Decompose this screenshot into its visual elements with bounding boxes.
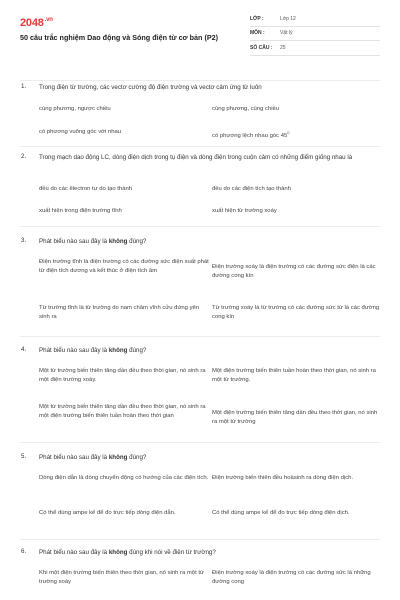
question-text-emphasis: không	[108, 549, 128, 556]
question-text-part: Phát biểu nào sau đây là	[39, 454, 109, 461]
answer-option[interactable]: Có thể dùng ampe kế để đo trực tiếp dòng điện dẫn.	[39, 510, 176, 516]
meta-subject-row	[250, 27, 380, 42]
question-text	[39, 548, 374, 557]
header-divider	[20, 80, 380, 81]
meta-key: SỐ CÂU :	[250, 44, 273, 51]
answer-option[interactable]: Dòng điện dẫn là dòng chuyển động có hướng của các điện tích.	[39, 475, 209, 481]
question-text-part: đúng?	[127, 347, 147, 354]
logo-text: 2048	[20, 17, 44, 29]
answer-option[interactable]: Điện trường biến thiên đều hoàsinh ra dòng điện dịch.	[212, 475, 354, 481]
question-text-emphasis: không	[108, 347, 128, 354]
answer-option[interactable]: Từ trường xoáy là từ trường có các đường sức từ là các đường cong kín	[212, 305, 380, 321]
question-divider	[20, 146, 380, 147]
question-text-emphasis: không	[108, 454, 128, 461]
document-meta	[250, 12, 380, 56]
question-text-emphasis: không	[108, 238, 128, 245]
meta-count-row	[250, 41, 380, 56]
meta-key: MÔN :	[250, 30, 265, 37]
document-header	[0, 0, 400, 78]
question-divider	[20, 336, 380, 337]
meta-key: LỚP :	[250, 15, 264, 22]
answer-text: có phương lệch nhau góc 45	[212, 132, 288, 139]
question-number: 1.	[21, 83, 27, 90]
document-title: 50 câu trắc nghiệm Dao động và Sóng điện từ cơ bản (P2)	[20, 33, 219, 42]
site-logo[interactable]	[20, 17, 53, 29]
answer-option[interactable]: có phương vuông góc với nhau	[39, 129, 122, 135]
question-number: 2.	[21, 153, 27, 160]
question-number: 6.	[21, 548, 27, 555]
answer-option[interactable]: cùng phương, cùng chiều	[212, 106, 280, 112]
answer-option[interactable]: Điện trường xoáy là điện trường có các đường sức điện là các đường cong kín	[212, 264, 376, 280]
answer-option[interactable]: Từ trường tĩnh là từ trường do nam châm vĩnh cửu đứng yên sinh ra	[39, 305, 200, 321]
answer-option[interactable]: Một từ trường biến thiên tăng dần đều theo thời gian, nó sinh ra một điện trường biến thiên tuần hoàn theo thời gian	[39, 404, 206, 420]
question-number: 4.	[21, 346, 27, 353]
answer-option[interactable]	[212, 128, 380, 141]
degree-superscript: 0	[287, 130, 290, 135]
answer-option[interactable]: Khi một điện trường biến thiên theo thời gian, nó sinh ra một từ trường xoáy	[39, 570, 204, 586]
meta-class-row	[250, 12, 380, 27]
answer-option[interactable]: xuất hiện từ trường xoáy	[212, 208, 277, 214]
answer-option[interactable]: Một điện trường biến thiên tuần hoàn theo thời gian, nó sinh ra một từ trường.	[212, 368, 376, 384]
question-text-part: Trong mạch dao động LC, dòng điện dịch trong tụ điện và dòng điện trong cuộn cảm có những điểm giống nhau là	[39, 154, 353, 161]
question-divider	[20, 226, 380, 227]
logo-suffix: .vn	[44, 17, 53, 24]
question-text	[39, 237, 374, 246]
question-text-part: Phát biểu nào sau đây là	[39, 347, 109, 354]
answer-option[interactable]: xuất hiện trong điện trường tĩnh	[39, 208, 122, 214]
question-divider	[20, 539, 380, 540]
answer-option[interactable]: cùng phương, ngược chiều	[39, 106, 111, 112]
question-text-part: đúng?	[127, 454, 147, 461]
meta-value: Vật lý	[280, 30, 293, 37]
answer-option[interactable]: Điện trường tĩnh là điện trường có các đường sức điện xuất phát từ điện tích dương và kết thúc ở điện tích âm	[39, 259, 209, 275]
question-text-part: Phát biểu nào sau đây là	[39, 238, 109, 245]
answer-option[interactable]: Một từ trường biến thiên tăng dần đều theo thời gian, nó sinh ra một điện trường xoáy.	[39, 368, 206, 384]
question-text-part: đúng khi nói về điện từ trường?	[127, 549, 216, 556]
question-text	[39, 83, 374, 92]
answer-option[interactable]: đều do các êlectron tự do tạo thành	[39, 186, 133, 192]
meta-value: 25	[280, 44, 286, 51]
question-number: 5.	[21, 453, 27, 460]
question-text	[39, 346, 374, 355]
question-number: 3.	[21, 237, 27, 244]
question-text	[39, 453, 374, 462]
meta-value: Lớp 12	[280, 15, 296, 22]
answer-option[interactable]: Có thể dùng ampe kế để đo trực tiếp dòng điện dịch.	[212, 510, 350, 516]
question-divider	[20, 442, 380, 443]
question-text-part: Phát biểu nào sau đây là	[39, 549, 109, 556]
question-text	[39, 153, 374, 162]
answer-option[interactable]: Điện trường xoáy là điện trường có các đường sức là những đường cong	[212, 570, 371, 586]
answer-option[interactable]: Một điện trường biến thiên tăng dần đều theo thời gian, nó sinh ra một từ trường	[212, 410, 378, 426]
question-text-part: Trong điện từ trường, các vectơ cường độ điện trường và vectơ cảm ứng từ luôn	[39, 84, 262, 91]
question-text-part: đúng?	[127, 238, 147, 245]
answer-option[interactable]: đều do các điện tích tạo thành	[212, 186, 291, 192]
